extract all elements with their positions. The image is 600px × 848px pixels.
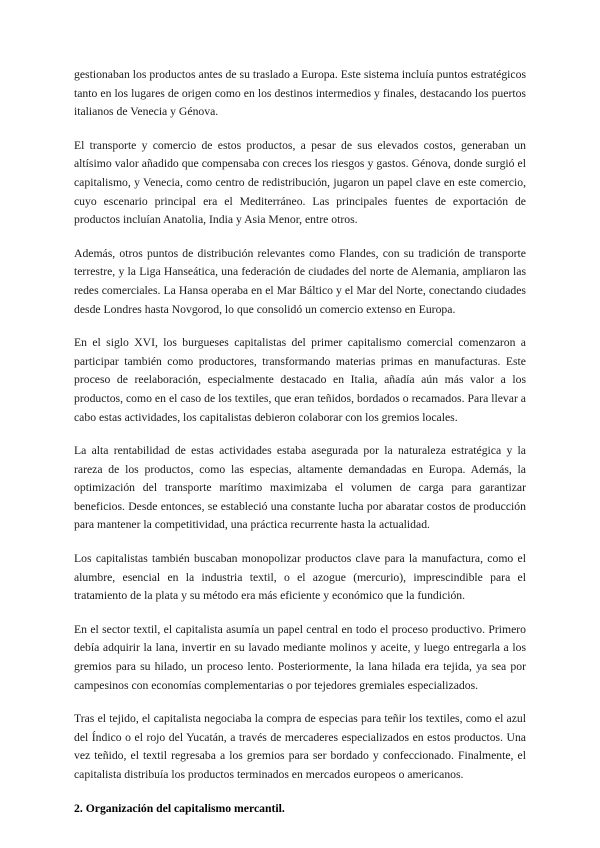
paragraph-4: En el siglo XVI, los burgueses capitalistas del primer capitalismo comercial comenzaron a participar también como productores, transformando materias primas en manufacturas. Este proceso de reelaboración, especialmente destacado en Italia, añadía aún más valor a los productos, como en el caso de los textiles, que eran teñidos, bordados o recamados. Para llevar a cabo estas actividades, los capitalistas debieron colaborar con los gremios locales. [74,336,526,424]
page-body [74,66,526,818]
paragraph-5: La alta rentabilidad de estas actividades estaba asegurada por la naturaleza estratégica y la rareza de los productos, como las especias, altamente demandadas en Europa. Además, la optimización del transporte marítimo maximizaba el volumen de carga para garantizar beneficios. Desde entonces, se estableció una constante lucha por abaratar costos de producción para mantener la competitividad, una práctica recurrente hasta la actualidad. [74,444,526,532]
paragraph-2: El transporte y comercio de estos productos, a pesar de sus elevados costos, generaban un altísimo valor añadido que compensaba con creces los riesgos y gastos. Génova, donde surgió el capitalismo, y Venecia, como centro de redistribución, jugaron un papel clave en este comercio, cuyo escenario principal era el Mediterráneo. Las principales fuentes de exportación de productos incluían Anatolia, India y Asia Menor, entre otros. [74,138,526,227]
paragraph-6: Los capitalistas también buscaban monopolizar productos clave para la manufactura, como el alumbre, esencial en la industria textil, o el azogue (mercurio), imprescindible para el tratamiento de la plata y su método era más eficiente y económico que la fundición. [74,552,526,603]
paragraph-7: En el sector textil, el capitalista asumía un papel central en todo el proceso productivo. Primero debía adquirir la lana, invertir en su lavado mediante molinos y aceite, y luego entregarla a los gremios para su hilado, un proceso lento. Posteriormente, la lana hilada era tejida, ya sea por campesinos con economías complementarias o por tejedores gremiales especializados. [74,622,526,692]
paragraph-8: Tras el tejido, el capitalista negociaba la compra de especias para teñir los textiles, como el azul del Índico o el rojo del Yucatán, a través de mercaderes especializados en estos productos. Una vez teñido, el textil regresaba a los gremios para ser bordado y confeccionado. Finalmente, el capitalista distribuía los productos terminados en mercados europeos o americanos. [74,712,526,781]
paragraph-1: gestionaban los productos antes de su traslado a Europa. Este sistema incluía puntos estratégicos tanto en los lugares de origen como en los destinos intermedios y finales, destacando los puertos italianos de Venecia y Génova. [74,68,526,119]
section-heading: 2. Organización del capitalismo mercantil. [74,801,285,815]
paragraph-3: Además, otros puntos de distribución relevantes como Flandes, con su tradición de transporte terrestre, y la Liga Hanseática, una federación de ciudades del norte de Alemania, ampliaron las redes comerciales. La Hansa operaba en el Mar Báltico y el Mar del Norte, conectando ciudades desde Londres hasta Novgorod, lo que consolidó un comercio extenso en Europa. [74,246,526,316]
